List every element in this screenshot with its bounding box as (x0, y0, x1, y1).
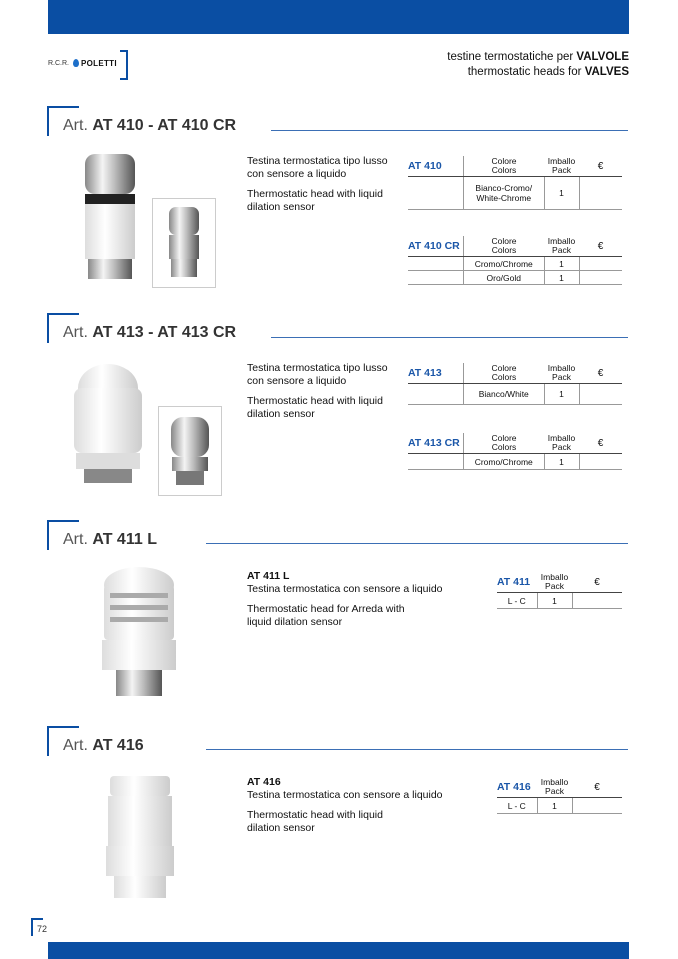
price-table-at411 (497, 572, 622, 609)
description-it: Testina termostatica tipo lusso con sensore a liquido (247, 362, 388, 387)
col-colore-it: Colore (491, 363, 517, 373)
col-euro: € (579, 156, 622, 177)
section-heading (63, 737, 144, 755)
product-image-at410cr (153, 199, 215, 287)
table-code: AT 416 (497, 777, 537, 798)
cell-color: Oro/Gold (464, 271, 545, 285)
col-imballo (537, 777, 572, 798)
bottom-banner (48, 942, 629, 959)
col-colore-it: Colore (491, 236, 517, 246)
col-imballo (544, 236, 579, 257)
section-rule (271, 337, 628, 338)
header-line-2-bold: VALVES (584, 66, 629, 78)
section-rule (206, 749, 628, 750)
col-imballo-it: Imballo (547, 236, 576, 246)
brand-prefix: R.C.R. (48, 60, 69, 67)
description-en: Thermostatic head with liquid dilation sensor (247, 809, 383, 834)
brand-name: POLETTI (81, 59, 117, 68)
col-colore (464, 433, 545, 454)
description-en: Thermostatic head with liquid dilation sensor (247, 188, 383, 213)
price-table-at410 (408, 156, 622, 210)
art-code: AT 410 - AT 410 CR (92, 117, 237, 134)
table-code: AT 413 CR (408, 433, 464, 454)
art-label: Art. (63, 324, 88, 341)
brand-logo (48, 50, 128, 76)
col-imballo-en: Pack (545, 786, 564, 796)
cell-pack: 1 (544, 257, 579, 271)
art-code: AT 411 L (92, 531, 157, 548)
col-imballo-en: Pack (552, 245, 571, 255)
cell-color: L - C (497, 798, 537, 814)
col-euro: € (579, 236, 622, 257)
header-line-2-text: thermostatic heads for (467, 66, 585, 78)
cell-pack: 1 (537, 798, 572, 814)
col-imballo-en: Pack (552, 442, 571, 452)
cell-price (579, 384, 622, 405)
col-colore (464, 236, 545, 257)
price-table-at410cr (408, 236, 622, 285)
art-label: Art. (63, 737, 88, 754)
section-heading (63, 117, 236, 135)
cell-price (579, 177, 622, 210)
table-code: AT 411 (497, 572, 537, 593)
cell-price (572, 593, 622, 609)
cell-price (579, 271, 622, 285)
art-label: Art. (63, 117, 88, 134)
description-en: Thermostatic head for Arreda with liquid dilation sensor (247, 603, 405, 628)
col-colore-en: Colors (491, 245, 517, 255)
col-colore (464, 363, 545, 384)
col-imballo (544, 433, 579, 454)
table-code: AT 410 CR (408, 236, 464, 257)
cell-pack: 1 (544, 271, 579, 285)
product-image-at413cr-frame (158, 406, 222, 496)
price-table-at413 (408, 363, 622, 405)
col-colore-en: Colors (491, 165, 517, 175)
header-line-1 (447, 50, 629, 65)
product-image-at410-white (80, 150, 140, 285)
cell-price (579, 257, 622, 271)
description-it: Testina termostatica tipo lusso con sensore a liquido (247, 155, 388, 180)
page-number-bracket (31, 918, 48, 936)
drop-icon (73, 59, 79, 67)
page-number: 72 (37, 924, 48, 934)
col-imballo (544, 363, 579, 384)
header-line-1-bold: VALVOLE (576, 51, 629, 63)
product-image-at413-white (70, 360, 150, 485)
art-label: Art. (63, 531, 88, 548)
section-rule (271, 130, 628, 131)
art-code: AT 416 (92, 737, 144, 754)
description-code: AT 411 L (247, 570, 290, 582)
col-imballo-it: Imballo (547, 433, 576, 443)
price-table-at416 (497, 777, 622, 814)
top-banner (48, 0, 629, 34)
product-image-at411l (98, 563, 180, 698)
product-image-at416 (100, 772, 180, 902)
cell-color: Cromo/Chrome (464, 454, 545, 470)
col-imballo-en: Pack (545, 581, 564, 591)
description-at416 (247, 776, 467, 842)
cell-pack: 1 (544, 384, 579, 405)
col-colore-it: Colore (491, 156, 517, 166)
cell-color: Bianco-Cromo/ White-Chrome (464, 177, 545, 210)
table-code: AT 410 (408, 156, 464, 177)
product-image-at413cr (159, 407, 221, 495)
col-imballo-it: Imballo (547, 156, 576, 166)
col-colore-en: Colors (491, 442, 517, 452)
description-at410 (247, 155, 397, 221)
col-imballo-en: Pack (552, 165, 571, 175)
section-rule (206, 543, 628, 544)
col-imballo (537, 572, 572, 593)
product-image-at410cr-frame (152, 198, 216, 288)
col-imballo-it: Imballo (540, 572, 569, 582)
col-euro: € (579, 433, 622, 454)
col-euro: € (579, 363, 622, 384)
table-code: AT 413 (408, 363, 464, 384)
cell-price (572, 798, 622, 814)
cell-color: Bianco/White (464, 384, 545, 405)
art-code: AT 413 - AT 413 CR (92, 324, 237, 341)
description-en: Thermostatic head with liquid dilation sensor (247, 395, 383, 420)
col-imballo-it: Imballo (540, 777, 569, 787)
cell-pack: 1 (544, 454, 579, 470)
cell-color: Cromo/Chrome (464, 257, 545, 271)
description-it: Testina termostatica con sensore a liquido (247, 789, 443, 801)
header-line-2 (447, 65, 629, 80)
col-imballo (544, 156, 579, 177)
col-euro: € (572, 777, 622, 798)
cell-price (579, 454, 622, 470)
col-imballo-en: Pack (552, 372, 571, 382)
cell-pack: 1 (537, 593, 572, 609)
logo-bracket (120, 50, 128, 80)
header-line-1-text: testine termostatiche per (447, 51, 577, 63)
description-at413 (247, 362, 397, 428)
description-it: Testina termostatica con sensore a liquido (247, 583, 443, 595)
description-at411l (247, 570, 467, 636)
section-heading (63, 531, 157, 549)
col-imballo-it: Imballo (547, 363, 576, 373)
col-euro: € (572, 572, 622, 593)
page-header (447, 50, 629, 80)
col-colore-it: Colore (491, 433, 517, 443)
cell-color: L - C (497, 593, 537, 609)
col-colore (464, 156, 545, 177)
col-colore-en: Colors (491, 372, 517, 382)
description-code: AT 416 (247, 776, 281, 788)
price-table-at413cr (408, 433, 622, 470)
section-heading (63, 324, 236, 342)
cell-pack: 1 (544, 177, 579, 210)
